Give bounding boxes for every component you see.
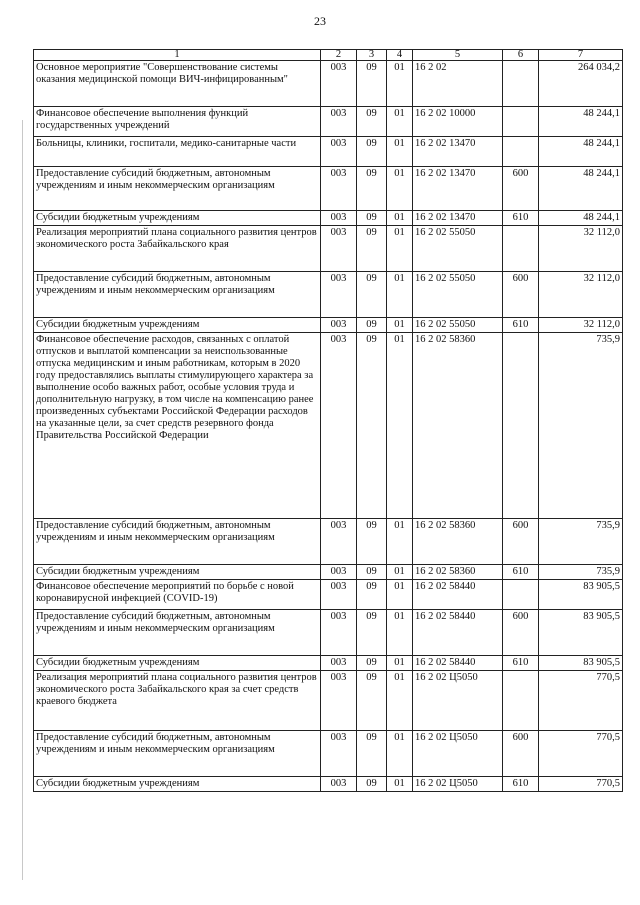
row-vr: 600 <box>503 731 539 777</box>
row-name: Предоставление субсидий бюджетным, автономным учреждениям и иным некоммерческим организациям <box>34 519 321 565</box>
row-amount: 32 112,0 <box>539 226 623 272</box>
row-vr <box>503 671 539 731</box>
table-row <box>34 137 623 167</box>
row-grbs: 003 <box>321 211 357 226</box>
row-amount: 83 905,5 <box>539 656 623 671</box>
row-csr: 16 2 02 58440 <box>413 656 503 671</box>
row-vr: 610 <box>503 318 539 333</box>
row-grbs: 003 <box>321 519 357 565</box>
row-rz: 09 <box>357 318 387 333</box>
row-csr: 16 2 02 58440 <box>413 580 503 610</box>
row-csr: 16 2 02 Ц5050 <box>413 731 503 777</box>
row-rz: 09 <box>357 565 387 580</box>
row-amount: 770,5 <box>539 671 623 731</box>
row-vr: 610 <box>503 565 539 580</box>
row-csr: 16 2 02 13470 <box>413 137 503 167</box>
table-row <box>34 226 623 272</box>
row-amount: 770,5 <box>539 777 623 792</box>
row-rz: 09 <box>357 777 387 792</box>
row-pr: 01 <box>387 211 413 226</box>
row-pr: 01 <box>387 318 413 333</box>
header-col-1: 1 <box>34 50 321 61</box>
row-csr: 16 2 02 58360 <box>413 333 503 519</box>
row-pr: 01 <box>387 777 413 792</box>
row-name: Предоставление субсидий бюджетным, автономным учреждениям и иным некоммерческим организациям <box>34 167 321 211</box>
table-row <box>34 107 623 137</box>
row-pr: 01 <box>387 565 413 580</box>
row-grbs: 003 <box>321 226 357 272</box>
row-vr: 610 <box>503 777 539 792</box>
row-pr: 01 <box>387 272 413 318</box>
row-grbs: 003 <box>321 167 357 211</box>
row-amount: 83 905,5 <box>539 580 623 610</box>
table-row <box>34 610 623 656</box>
table-row <box>34 318 623 333</box>
row-pr: 01 <box>387 671 413 731</box>
table-row <box>34 580 623 610</box>
row-rz: 09 <box>357 272 387 318</box>
table-row <box>34 519 623 565</box>
header-col-2: 2 <box>321 50 357 61</box>
row-name: Предоставление субсидий бюджетным, автономным учреждениям и иным некоммерческим организациям <box>34 272 321 318</box>
row-grbs: 003 <box>321 318 357 333</box>
table-row <box>34 211 623 226</box>
row-grbs: 003 <box>321 333 357 519</box>
table-row <box>34 671 623 731</box>
row-rz: 09 <box>357 137 387 167</box>
row-amount: 48 244,1 <box>539 137 623 167</box>
row-rz: 09 <box>357 226 387 272</box>
row-csr: 16 2 02 Ц5050 <box>413 777 503 792</box>
row-csr: 16 2 02 58360 <box>413 519 503 565</box>
row-rz: 09 <box>357 656 387 671</box>
row-vr <box>503 580 539 610</box>
row-name: Субсидии бюджетным учреждениям <box>34 656 321 671</box>
header-col-3: 3 <box>357 50 387 61</box>
row-csr: 16 2 02 55050 <box>413 226 503 272</box>
row-amount: 735,9 <box>539 519 623 565</box>
table-row <box>34 61 623 107</box>
row-name: Финансовое обеспечение расходов, связанных с оплатой отпусков и выплатой компенсации за неиспользованные отпуска медицинским и иным работникам, которым в 2020 году предоставлялись выплаты стимулирующего характера за выполнение особо важных работ, особые условия труда и дополнительную нагрузку, в том числе на компенсацию ранее произведенных субъектами Российской Федерации расходов на указанные цели, за счет средств резервного фонда Правительства Российской Федерации <box>34 333 321 519</box>
row-pr: 01 <box>387 731 413 777</box>
row-name: Предоставление субсидий бюджетным, автономным учреждениям и иным некоммерческим организациям <box>34 610 321 656</box>
row-pr: 01 <box>387 226 413 272</box>
row-amount: 735,9 <box>539 565 623 580</box>
row-grbs: 003 <box>321 565 357 580</box>
row-pr: 01 <box>387 61 413 107</box>
row-vr: 610 <box>503 211 539 226</box>
row-pr: 01 <box>387 137 413 167</box>
table-row <box>34 731 623 777</box>
row-name: Больницы, клиники, госпитали, медико-санитарные части <box>34 137 321 167</box>
row-grbs: 003 <box>321 656 357 671</box>
page-number: 23 <box>314 14 326 28</box>
row-pr: 01 <box>387 107 413 137</box>
row-name: Субсидии бюджетным учреждениям <box>34 318 321 333</box>
row-grbs: 003 <box>321 61 357 107</box>
row-rz: 09 <box>357 333 387 519</box>
header-col-4: 4 <box>387 50 413 61</box>
row-csr: 16 2 02 Ц5050 <box>413 671 503 731</box>
row-name: Субсидии бюджетным учреждениям <box>34 777 321 792</box>
row-grbs: 003 <box>321 580 357 610</box>
row-csr: 16 2 02 13470 <box>413 167 503 211</box>
row-name: Реализация мероприятий плана социального развития центров экономического роста Забайкальского края за счет средств краевого бюджета <box>34 671 321 731</box>
row-amount: 735,9 <box>539 333 623 519</box>
row-pr: 01 <box>387 519 413 565</box>
row-grbs: 003 <box>321 671 357 731</box>
table-row <box>34 333 623 519</box>
budget-table <box>33 49 623 792</box>
row-grbs: 003 <box>321 137 357 167</box>
row-vr: 600 <box>503 610 539 656</box>
row-pr: 01 <box>387 580 413 610</box>
row-amount: 48 244,1 <box>539 211 623 226</box>
row-rz: 09 <box>357 519 387 565</box>
row-csr: 16 2 02 58440 <box>413 610 503 656</box>
row-amount: 32 112,0 <box>539 272 623 318</box>
row-pr: 01 <box>387 610 413 656</box>
row-rz: 09 <box>357 107 387 137</box>
scan-margin-line <box>22 120 23 880</box>
table-row <box>34 167 623 211</box>
row-vr <box>503 107 539 137</box>
row-name: Основное мероприятие "Совершенствование системы оказания медицинской помощи ВИЧ-инфицированным" <box>34 61 321 107</box>
row-grbs: 003 <box>321 777 357 792</box>
row-csr: 16 2 02 10000 <box>413 107 503 137</box>
row-rz: 09 <box>357 731 387 777</box>
row-grbs: 003 <box>321 610 357 656</box>
row-amount: 48 244,1 <box>539 167 623 211</box>
row-vr <box>503 333 539 519</box>
row-name: Реализация мероприятий плана социального развития центров экономического роста Забайкальского края <box>34 226 321 272</box>
row-name: Финансовое обеспечение выполнения функций государственных учреждений <box>34 107 321 137</box>
row-amount: 264 034,2 <box>539 61 623 107</box>
table-row <box>34 565 623 580</box>
row-name: Субсидии бюджетным учреждениям <box>34 565 321 580</box>
table-row <box>34 272 623 318</box>
row-csr: 16 2 02 55050 <box>413 272 503 318</box>
row-vr <box>503 61 539 107</box>
row-csr: 16 2 02 55050 <box>413 318 503 333</box>
header-col-5: 5 <box>413 50 503 61</box>
row-pr: 01 <box>387 167 413 211</box>
row-vr: 600 <box>503 167 539 211</box>
row-rz: 09 <box>357 167 387 211</box>
row-amount: 32 112,0 <box>539 318 623 333</box>
header-col-6: 6 <box>503 50 539 61</box>
row-pr: 01 <box>387 656 413 671</box>
table-row <box>34 777 623 792</box>
header-col-7: 7 <box>539 50 623 61</box>
row-vr: 600 <box>503 272 539 318</box>
row-name: Финансовое обеспечение мероприятий по борьбе с новой коронавирусной инфекцией (COVID-19) <box>34 580 321 610</box>
row-csr: 16 2 02 13470 <box>413 211 503 226</box>
row-name: Субсидии бюджетным учреждениям <box>34 211 321 226</box>
row-amount: 770,5 <box>539 731 623 777</box>
table-row <box>34 656 623 671</box>
header-row <box>34 50 623 61</box>
row-rz: 09 <box>357 580 387 610</box>
row-rz: 09 <box>357 610 387 656</box>
row-grbs: 003 <box>321 272 357 318</box>
row-vr: 600 <box>503 519 539 565</box>
row-vr <box>503 226 539 272</box>
row-rz: 09 <box>357 61 387 107</box>
row-grbs: 003 <box>321 107 357 137</box>
row-vr <box>503 137 539 167</box>
row-grbs: 003 <box>321 731 357 777</box>
row-csr: 16 2 02 58360 <box>413 565 503 580</box>
row-amount: 83 905,5 <box>539 610 623 656</box>
row-amount: 48 244,1 <box>539 107 623 137</box>
row-rz: 09 <box>357 671 387 731</box>
row-csr: 16 2 02 <box>413 61 503 107</box>
row-rz: 09 <box>357 211 387 226</box>
row-pr: 01 <box>387 333 413 519</box>
row-name: Предоставление субсидий бюджетным, автономным учреждениям и иным некоммерческим организациям <box>34 731 321 777</box>
row-vr: 610 <box>503 656 539 671</box>
